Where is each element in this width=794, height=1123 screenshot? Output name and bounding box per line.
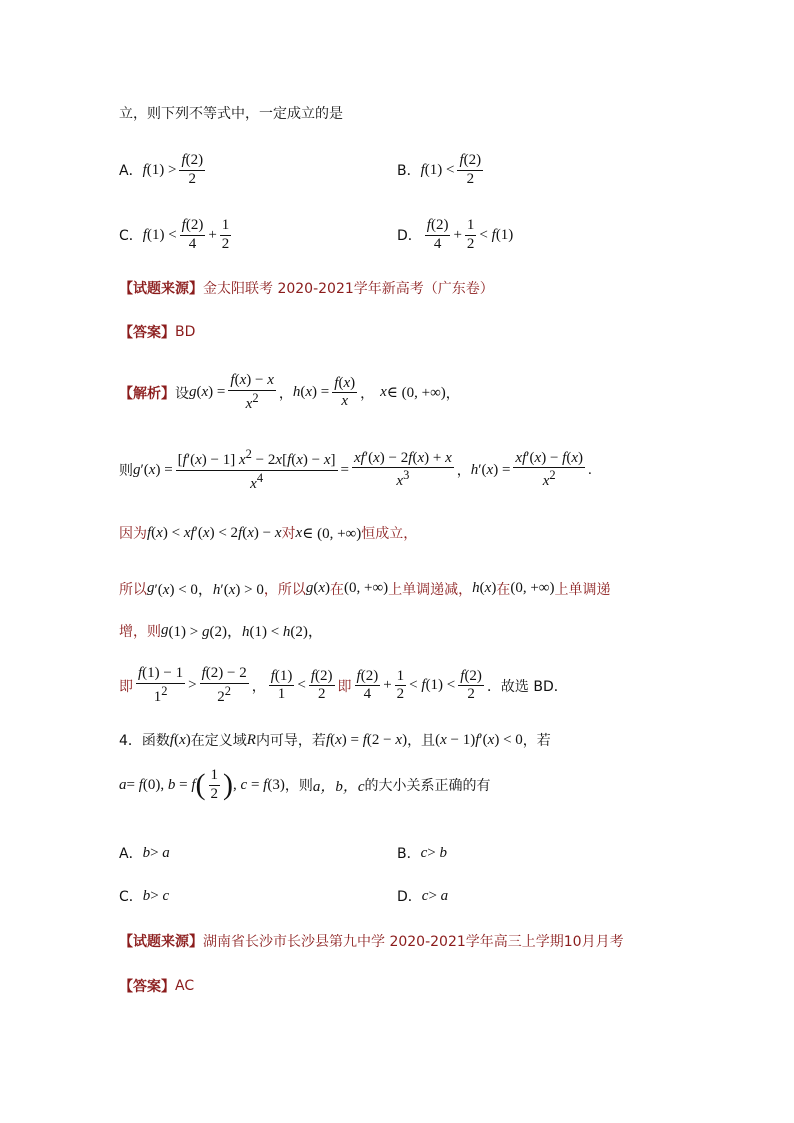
q4-option-d: D． c > a — [397, 887, 449, 905]
q4-stem-line-2: a = f(0), b = f ( $\frac{1}{2}$ ) , c = f(3) ，则 a，b，c 的大小关系正确的有 — [119, 767, 491, 802]
analysis-line-4: 所以 g ′(x) < 0，h′(x) > 0 ，所以 g (x) 在 (0, +∞) 上单调递减， h (x) 在 (0, +∞) 上单调递 — [119, 580, 611, 598]
question-source: 【试题来源】 金太阳联考 2020-2021学年新高考（广东卷） — [119, 281, 494, 297]
q4-answer: 【答案】 AC — [119, 978, 195, 995]
q4-source: 【试题来源】 湖南省长沙市长沙县第九中学 2020-2021学年高三上学期10月月考 — [119, 934, 624, 950]
analysis-line-5: 增，则 g (1) > g(2)，h(1) < h(2)， — [119, 622, 323, 640]
answer: 【答案】 BD — [119, 324, 196, 341]
option-c: C． f (1) < $\frac{f(2)}{4}$ + $\frac{1}{2}$ — [119, 217, 230, 252]
option-b: B． f (1) < $\frac{f(2)}{2}$ — [397, 152, 482, 187]
analysis-line-3: 因为 f (x) < xf′(x) < 2f(x) − x 对 x ∈ (0, +∞) 恒成立， — [119, 524, 418, 542]
question-stem-continuation: 立，则下列不等式中，一定成立的是 — [119, 106, 343, 122]
q4-option-b: B． c > b — [397, 844, 447, 862]
analysis-line-6: 即 $\frac{f(1) - 1}{1^2}$ > $\frac{f(2) - 2}{2^2}$ ， $\frac{f(1)}{1}$ < $\frac{f(2)}{2}$ 即 $\frac{f(2)}{4}$ + $\frac{1}{2}$ < f(1) < $\frac{f(2)}{2}$ ．故选 BD． — [119, 665, 568, 705]
q4-option-a: A． b > a — [119, 844, 170, 862]
option-a: A． f (1) > $\frac{f(2)}{2}$ — [119, 152, 204, 187]
option-d: D． $\frac{f(2)}{4}$ + $\frac{1}{2}$ < f(1) — [397, 217, 514, 252]
q4-option-c: C． b > c — [119, 887, 170, 905]
q4-stem-line-1: 4．函数 f (x) 在定义域 R 内可导，若 f (x) = f(2 − x) ，且 (x − 1)f′(x) < 0 ，若 — [119, 731, 551, 749]
analysis-line-1: 【解析】 设 g (x) = $\frac{f(x) - x}{x^2}$ ， h (x) = $\frac{f(x)}{x}$ ， x ∈ (0, +∞) ， — [119, 372, 460, 412]
analysis-line-2: 则 g ′(x) = $\frac{[f'(x) - 1] x^2 - 2x[f(x) - x]}{x^4}$ = $\frac{xf'(x) - 2f(x) + x}{x^3}$ ， h ′(x) = $\frac{xf'(x) - f(x)}{x^2}$ . — [119, 447, 592, 492]
